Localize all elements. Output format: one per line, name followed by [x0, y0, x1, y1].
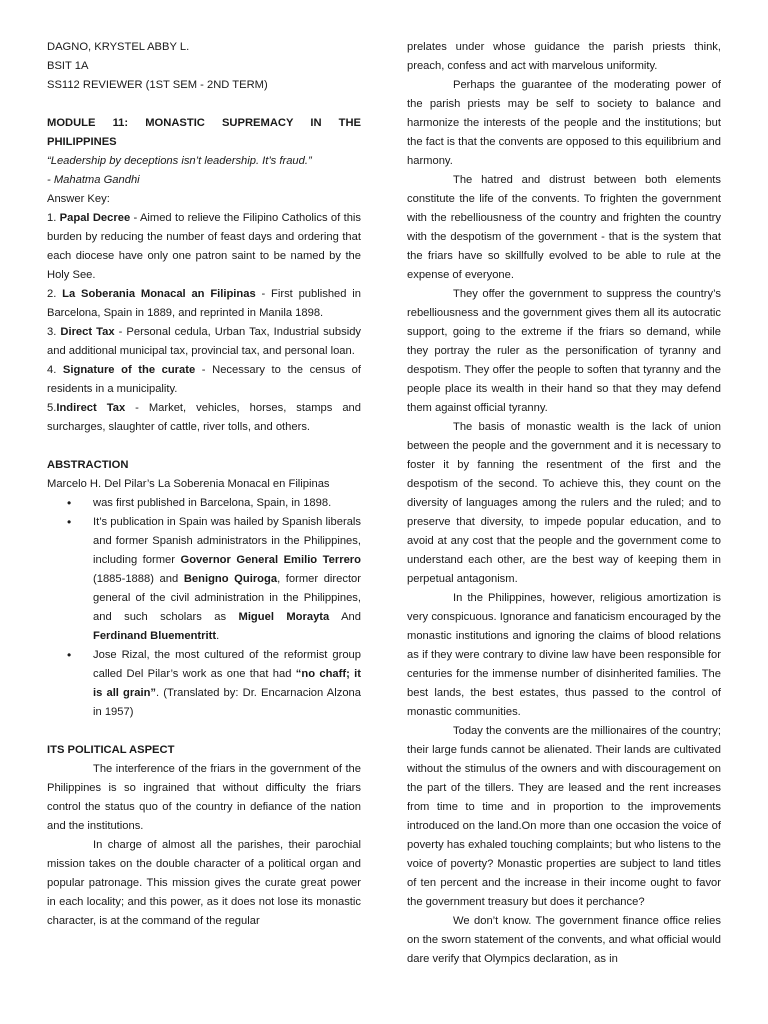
right-column — [407, 38, 721, 969]
paragraph: Perhaps the guarantee of the moderating power of the parish priests may be self to society to balance and harmonize the interests of the people and the institutions; but the fact is that the convents are opposed to this equilibrium and harmony. — [407, 79, 721, 167]
left-column — [47, 38, 361, 931]
quote-author: - Mahatma Gandhi — [47, 174, 140, 186]
list-item: • Jose Rizal, the most cultured of the reformist group called Del Pilar’s work as one that had “no chaff; it is all grain”. (Translated by: Dr. Encarnacion Alzona in 1957) — [47, 646, 361, 722]
spacer — [47, 437, 361, 456]
paragraph: The hatred and distrust between both elements constitute the life of the convents. To frighten the government with the rebelliousness of the country and frighten the country with the despotism of the government - that is the system that the friars have so skillfully evolved to be able to rule at the expense of everyone. — [407, 174, 721, 281]
student-section: BSIT 1A — [47, 60, 89, 72]
list-item: • was first published in Barcelona, Spain, in 1898. — [47, 494, 361, 513]
module-title: MODULE 11: MONASTIC SUPREMACY IN THE PHILIPPINES — [47, 117, 361, 148]
abstraction-intro: Marcelo H. Del Pilar’s La Soberenia Monacal en Filipinas — [47, 478, 330, 490]
paragraph: They offer the government to suppress the country’s rebelliousness and the government gives them all its autocratic support, going to the extreme if the friars so demand, while they portray the ruler as the personification of tyranny and despotism. They offer the people to soften that tyranny and the people place its wealth in their hand so that they may defend them against official tyranny. — [407, 288, 721, 414]
spacer — [47, 95, 361, 114]
paragraph: In the Philippines, however, religious amortization is very conspicuous. Ignorance and fanaticism encouraged by the monastic institutions and ignoring the claims of blood relations as if they were contrary to divine law have been responsible for centuries for the immense number of disinherited families. The best lands, the best estates, thus passed to the control of monastic communities. — [407, 592, 721, 718]
answer-item-3: 3. Direct Tax - Personal cedula, Urban Tax, Industrial subsidy and additional municipal tax, provincial tax, and personal loan. — [47, 326, 362, 357]
paragraph-continued: prelates under whose guidance the parish priests think, preach, confess and act with marvelous uniformity. — [407, 41, 721, 72]
answer-term: Indirect Tax — [56, 402, 126, 414]
paragraph: In charge of almost all the parishes, their parochial mission takes on the double character of a political organ and popular patronage. This mission gives the curate great power in each locality; and this power, as it does not lose its monastic character, is at the command of the regular — [47, 839, 361, 927]
student-name: DAGNO, KRYSTEL ABBY L. — [47, 41, 190, 53]
spacer — [47, 722, 361, 741]
paragraph: Today the convents are the millionaires of the country; their large funds cannot be alienated. Their lands are cultivated without the stimulus of the owners and with discouragement on the part of the tillers. They are leased and the rent increases from time to time and in proportion to the improvements introduced on the land.On more than one occasion the voice of poverty has exhaled touching complaints; but who listens to the voice of poverty? Monastic properties are subject to land titles of ten percent and the increase in their income ought to favor the government treasury but does it perchance? — [407, 725, 721, 908]
abstraction-heading: ABSTRACTION — [47, 459, 129, 471]
answer-item-4: 4. Signature of the curate - Necessary to the census of residents in a municipality. — [47, 364, 361, 395]
paragraph: The interference of the friars in the government of the Philippines is so ingrained that without difficulty the friars control the status quo of the country in defiance of the nation and the institutions. — [47, 763, 361, 832]
answer-key-label: Answer Key: — [47, 193, 110, 205]
paragraph: We don’t know. The government finance office relies on the sworn statement of the convents, and what official would dare verify that Olympics declaration, as in — [407, 915, 721, 965]
answer-item-1: 1. Papal Decree - Aimed to relieve the Filipino Catholics of this burden by reducing the number of feast days and ordering that each diocese have only one patron saint to be named by the Holy See. — [47, 212, 361, 281]
answer-term: La Soberania Monacal an Filipinas — [62, 288, 256, 300]
answer-item-5: 5.Indirect Tax - Market, vehicles, horses, stamps and surcharges, slaughter of cattle, river tolls, and others. — [47, 402, 361, 433]
course-title: SS112 REVIEWER (1ST SEM - 2ND TERM) — [47, 79, 268, 91]
abstraction-bullets — [47, 494, 361, 722]
answer-term: Direct Tax — [60, 326, 115, 338]
list-item: • It’s publication in Spain was hailed by Spanish liberals and former Spanish administrators in the Philippines, including former Governor General Emilio Terrero (1885-1888) and Benigno Quiroga, former director general of the civil administration in the Philippines, and such scholars as Miguel Morayta And Ferdinand Bluementritt. — [47, 513, 361, 646]
answer-item-2: 2. La Soberania Monacal an Filipinas - First published in Barcelona, Spain in 1889, and reprinted in Manila 1898. — [47, 288, 361, 319]
paragraph: The basis of monastic wealth is the lack of union between the people and the government and it is necessary to foster it by fanning the resentment of the first and the despotism of the second. To achieve this, they count on the diversity of languages among the rulers and the ruled; and to preserve that diversity, to impede popular education, and to avoid at any cost that the people and the government come to understand each other, are the best way of keeping them in perpetual antagonism. — [407, 421, 721, 585]
answer-term: Papal Decree — [59, 212, 131, 224]
political-heading: ITS POLITICAL ASPECT — [47, 744, 175, 756]
quote: “Leadership by deceptions isn’t leadership. It’s fraud.” — [47, 155, 312, 167]
answer-term: Signature of the curate — [62, 364, 196, 376]
